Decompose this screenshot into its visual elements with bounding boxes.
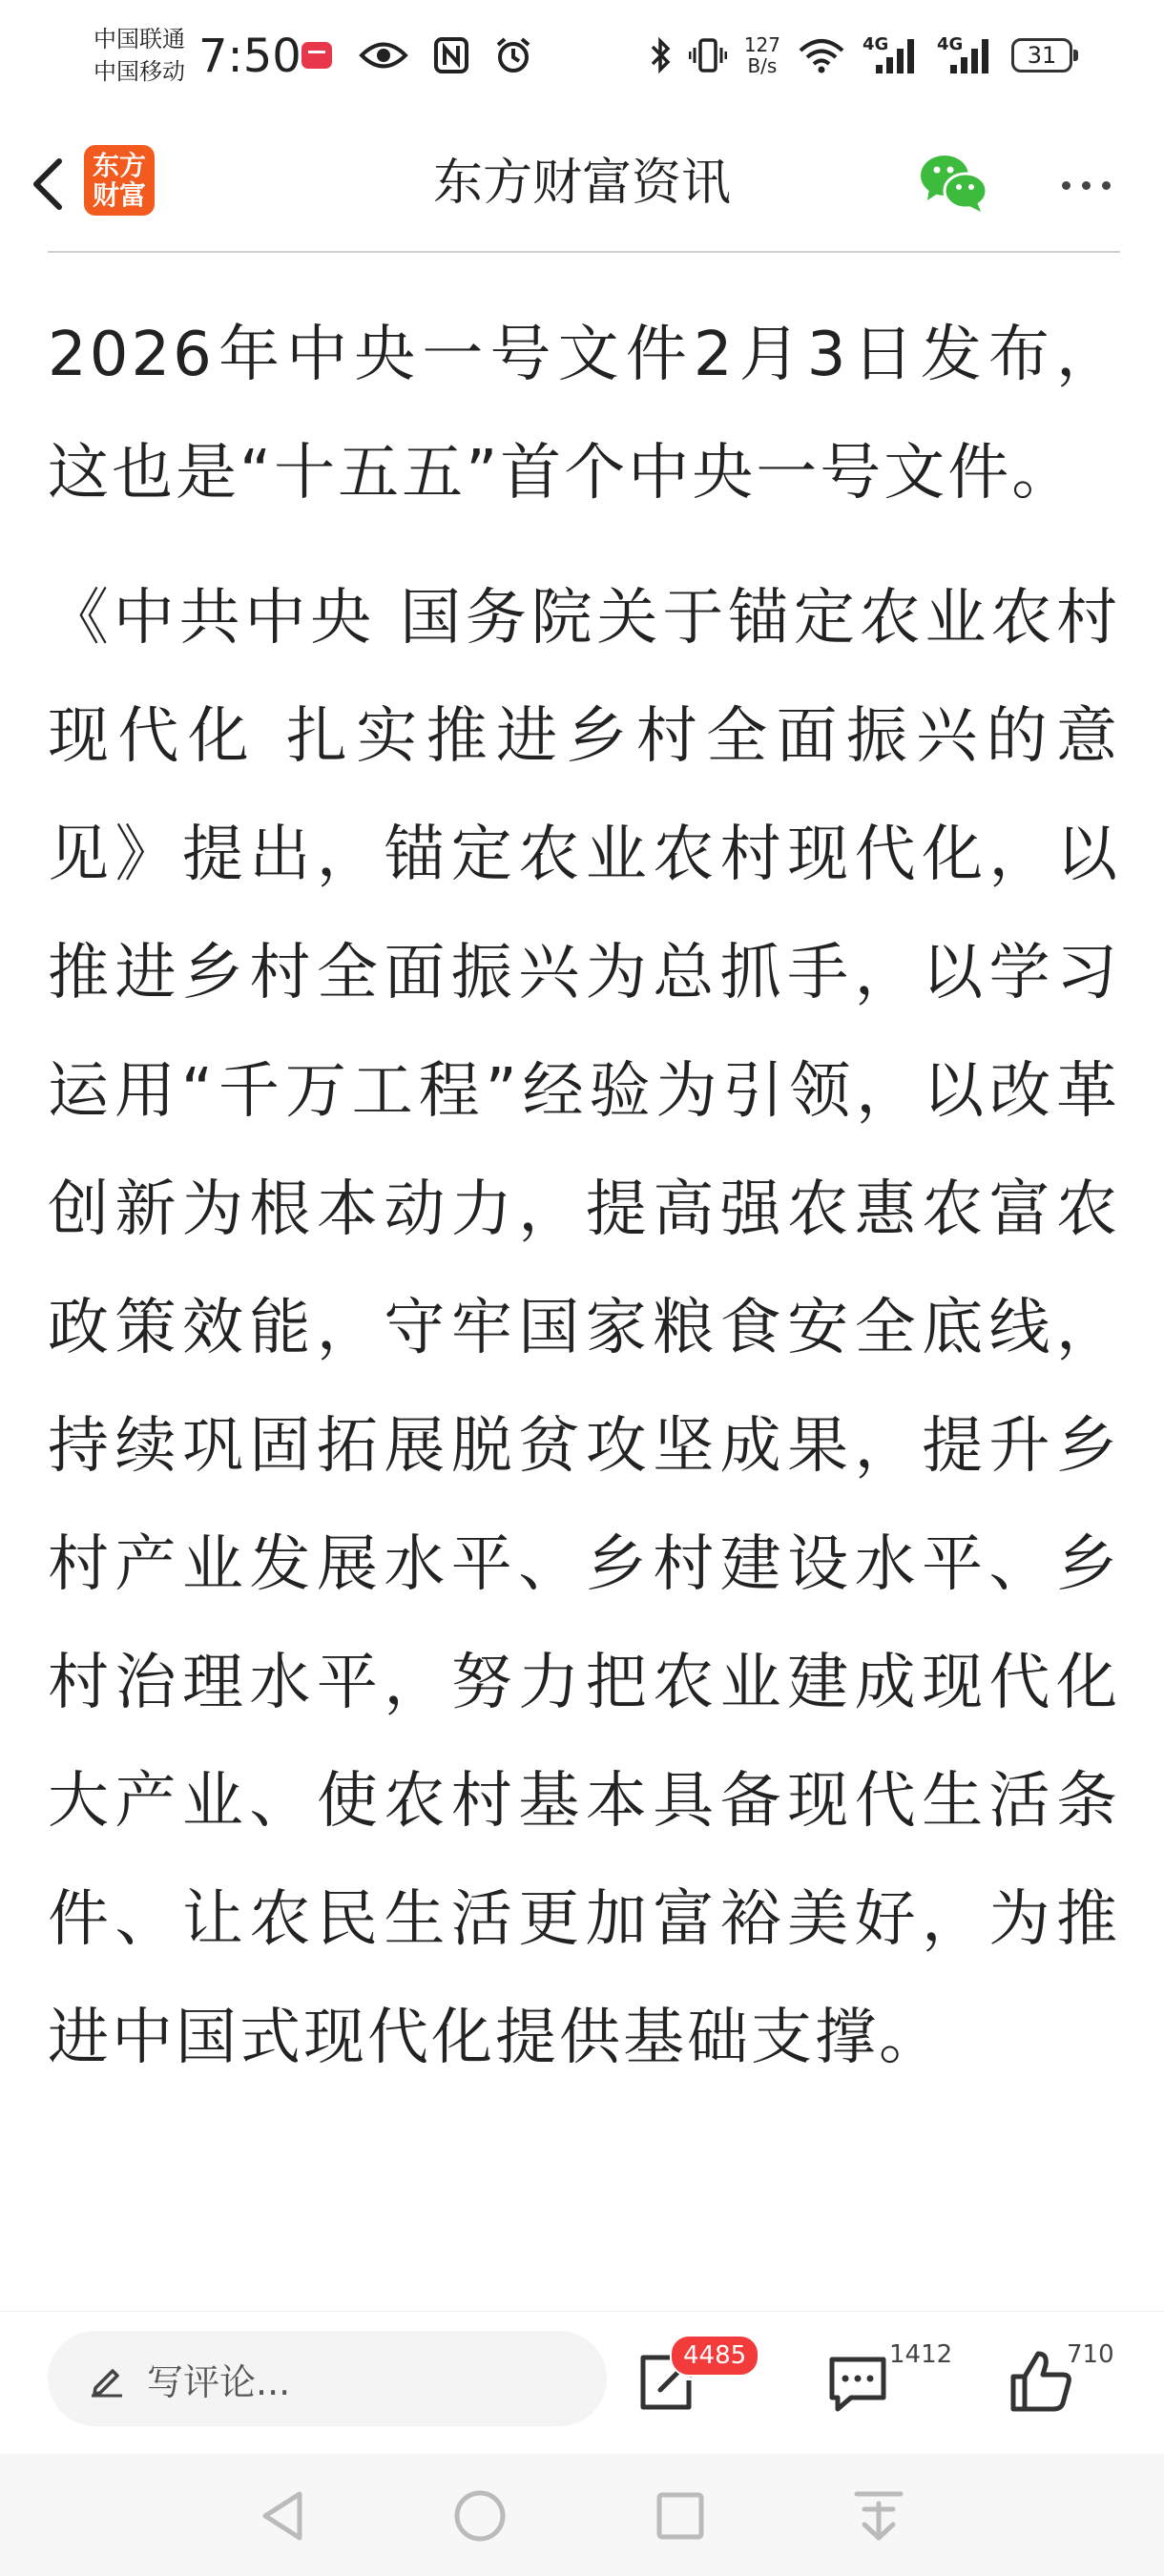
download-arrow-icon bbox=[845, 2483, 912, 2549]
system-download-button[interactable] bbox=[845, 2483, 912, 2549]
more-dot-icon bbox=[1102, 181, 1111, 190]
wechat-icon bbox=[918, 149, 990, 216]
carrier-2: 中国移动 bbox=[94, 58, 185, 85]
app-notification-icon bbox=[300, 38, 334, 73]
wifi-icon bbox=[798, 37, 845, 73]
header-divider bbox=[48, 251, 1120, 253]
wechat-share-button[interactable] bbox=[918, 149, 990, 216]
more-options-button[interactable] bbox=[1048, 156, 1124, 214]
more-dot-icon bbox=[1082, 181, 1091, 190]
nfc-icon bbox=[433, 36, 469, 74]
app-logo bbox=[84, 145, 155, 216]
vibrate-icon bbox=[689, 36, 727, 74]
like-count: 710 bbox=[1067, 2340, 1114, 2369]
page-title: 东方财富资讯 bbox=[432, 155, 731, 212]
system-back-button[interactable] bbox=[250, 2483, 317, 2549]
share-count-badge: 4485 bbox=[670, 2335, 759, 2377]
chevron-left-icon bbox=[29, 156, 67, 213]
carrier-info bbox=[94, 23, 198, 88]
signal-icon bbox=[863, 36, 920, 74]
status-icons-left bbox=[300, 32, 532, 78]
recents-square-icon bbox=[647, 2483, 714, 2549]
signal-2-label: 4G bbox=[937, 34, 964, 54]
comments-button[interactable] bbox=[822, 2340, 953, 2426]
comment-count: 1412 bbox=[889, 2340, 953, 2369]
pen-icon bbox=[88, 2359, 126, 2398]
article-paragraph-2: 《中共中央 国务院关于锚定农业农村现代化 扎实推进乡村全面振兴的意见》提出，锚定农业农村现代化，以推进乡村全面振兴为总抓手，以学习运用“千万工程”经验为引领，以改革创新为根本动力，提高强农惠农富农政策效能，守牢国家粮食安全底线，持续巩固拓展脱贫攻坚成果，提升乡村产业发展水平、乡村建设水平、乡村治理水平，努力把农业建成现代化大产业、使农村基本具备现代生活条件、让农民生活更加富裕美好，为推进中国式现代化提供基础支撑。 bbox=[48, 583, 1120, 2073]
status-icons-right bbox=[649, 27, 1072, 84]
comment-input[interactable] bbox=[48, 2331, 607, 2426]
alarm-icon bbox=[494, 36, 532, 74]
eye-icon bbox=[359, 39, 408, 72]
signal-icon bbox=[937, 36, 994, 74]
signal-1 bbox=[863, 36, 920, 74]
top-nav-bar bbox=[0, 114, 1164, 253]
system-recents-button[interactable] bbox=[647, 2483, 714, 2549]
battery-level: 31 bbox=[1027, 42, 1057, 69]
logo-line-1: 东方 bbox=[92, 150, 146, 181]
more-dot-icon bbox=[1062, 181, 1070, 190]
home-circle-icon bbox=[447, 2483, 513, 2549]
system-navigation-bar bbox=[0, 2454, 1164, 2576]
thumbs-up-icon bbox=[1008, 2348, 1074, 2415]
battery-icon bbox=[1011, 38, 1072, 73]
network-speed-unit: B/s bbox=[747, 54, 778, 77]
article-paragraph-1: 2026年中央一号文件2月3日发布，这也是“十五五”首个中央一号文件。 bbox=[48, 320, 1120, 509]
share-button[interactable] bbox=[635, 2340, 750, 2426]
signal-2 bbox=[937, 36, 994, 74]
bluetooth-icon bbox=[649, 36, 672, 74]
system-home-button[interactable] bbox=[447, 2483, 513, 2549]
carrier-1: 中国联通 bbox=[94, 26, 185, 52]
comment-placeholder: 写评论... bbox=[147, 2360, 291, 2403]
network-speed bbox=[744, 34, 780, 76]
comment-bubble-icon bbox=[826, 2352, 889, 2415]
bottom-action-bar bbox=[0, 2311, 1164, 2455]
article-body bbox=[48, 296, 1120, 2311]
signal-1-label: 4G bbox=[863, 34, 889, 54]
back-button[interactable] bbox=[19, 148, 76, 220]
network-speed-value: 127 bbox=[743, 33, 780, 56]
like-button[interactable] bbox=[1004, 2340, 1118, 2426]
logo-line-2: 财富 bbox=[92, 179, 146, 211]
status-bar bbox=[0, 0, 1164, 114]
back-triangle-icon bbox=[250, 2483, 317, 2549]
status-time: 7:50 bbox=[198, 30, 301, 83]
